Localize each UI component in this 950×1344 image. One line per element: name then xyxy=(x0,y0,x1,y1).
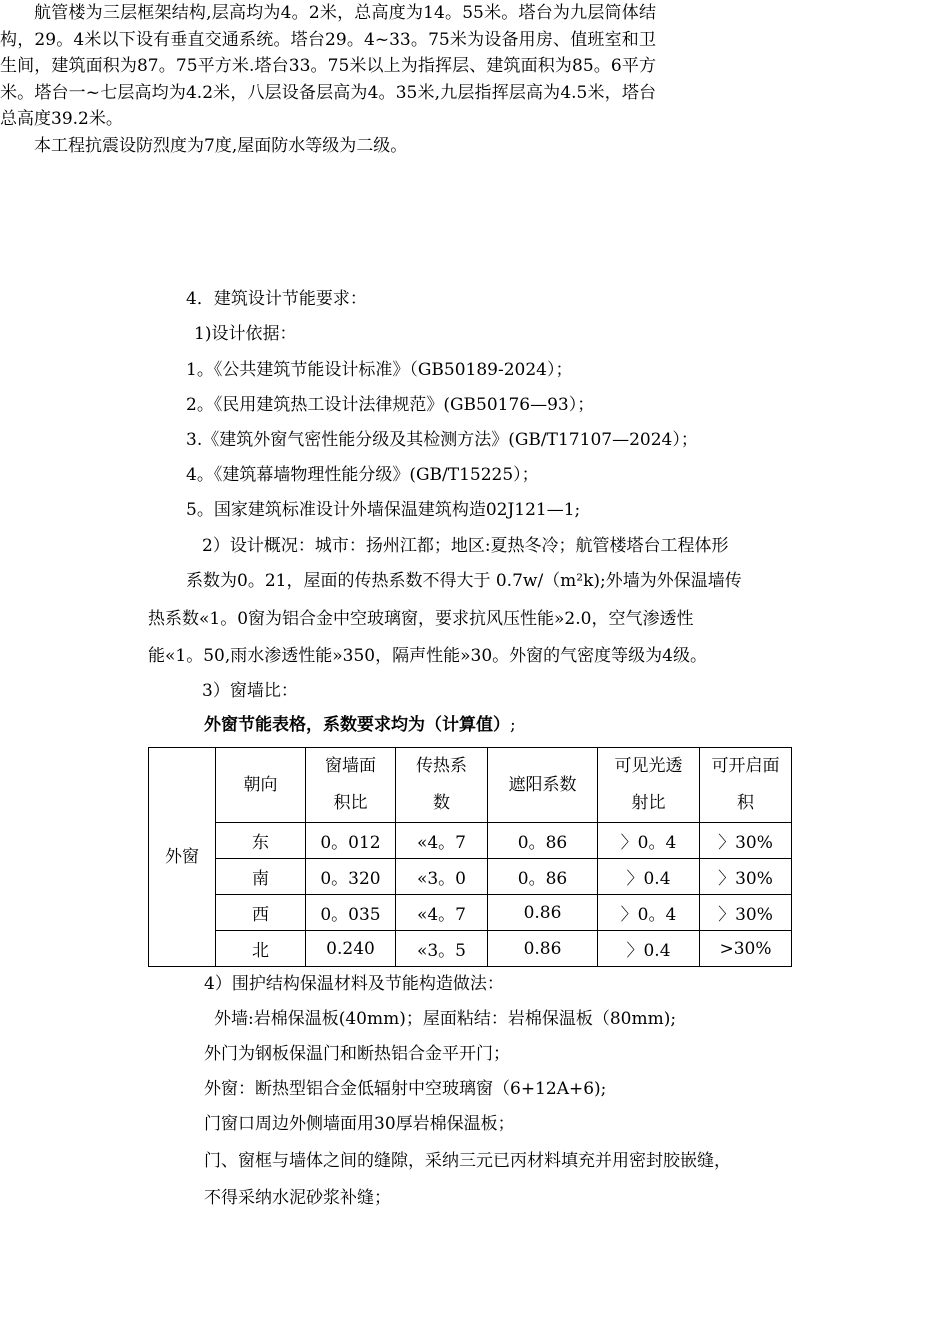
standard-item-1: 1。《公共建筑节能设计标准》（GB50189-2024）； xyxy=(186,360,573,380)
table-cell: 0。320 xyxy=(306,859,396,895)
standard-item-3: 3.《建筑外窗气密性能分级及其检测方法》(GB/T17107—2024）； xyxy=(186,430,698,450)
header-visible-transmittance: 可见光透 射比 xyxy=(598,748,700,823)
ratio-title: 3）窗墙比： xyxy=(202,681,298,701)
table-caption-tail: ; xyxy=(510,715,516,735)
table-caption xyxy=(204,715,516,735)
standard-item-5: 5。国家建筑标准设计外墙保温建筑构造02J121—1; xyxy=(186,500,581,520)
table-cell: «3。5 xyxy=(396,931,488,967)
insulation-line-5: 门、窗框与墙体之间的缝隙，采纳三元已丙材料填充并用密封胶嵌缝， xyxy=(204,1151,731,1171)
table-row xyxy=(149,895,792,931)
header-window-wall-ratio: 窗墙面 积比 xyxy=(306,748,396,823)
standard-item-2: 2。《民用建筑热工设计法律规范》(GB50176—93）； xyxy=(186,395,595,415)
insulation-line-4: 门窗口周边外侧墙面用30厚岩棉保温板； xyxy=(204,1114,515,1134)
table-cell: «4。7 xyxy=(396,895,488,931)
table-cell: 0。035 xyxy=(306,895,396,931)
intro-paragraph-seismic: 本工程抗震设防烈度为7度,屋面防水等级为二级。 xyxy=(34,135,408,156)
insulation-line-1: 外墙:岩棉保温板(40mm)；屋面粘结：岩棉保温板（80mm); xyxy=(214,1009,677,1029)
table-cell: 〉30% xyxy=(700,823,792,859)
intro-paragraph-structure: 航管楼为三层框架结构,层高均为4。2米，总高度为14。55米。塔台为九层筒体结构，29。4米以下设有垂直交通系统。塔台29。4~33。75米为设备用房、值班室和卫生间，建筑面积为87。75平方米.塔台33。75米以上为指挥层、建筑面积为85。6平方米。塔台一~七层高均为4.2米，八层设备层高为4。35米,九层指挥层高为4.5米，塔台总高度39.2米。 xyxy=(0,3,656,129)
table-cell: «4。7 xyxy=(396,823,488,859)
header-openable-area: 可开启面 积 xyxy=(700,748,792,823)
table-cell: 〉0。4 xyxy=(598,823,700,859)
insulation-line-6: 不得采纳水泥砂浆补缝； xyxy=(204,1188,391,1208)
table-caption-text: 外窗节能表格，系数要求均为（计算值） xyxy=(204,715,510,735)
header-orientation: 朝向 xyxy=(216,748,306,823)
table-cell: >30% xyxy=(700,931,792,967)
table-cell: 北 xyxy=(216,931,306,967)
insulation-line-2: 外门为钢板保温门和断热铝合金平开门； xyxy=(204,1044,510,1064)
overview-line-2: 系数为0。21，屋面的传热系数不得大于 0.7w/（m²k);外墙为外保温墙传 xyxy=(186,571,742,591)
table-cell: 〉0.4 xyxy=(598,931,700,967)
basis-title: 1)设计依据： xyxy=(194,324,297,344)
window-energy-table xyxy=(148,747,792,967)
table-cell: 南 xyxy=(216,859,306,895)
header-heat-transfer: 传热系 数 xyxy=(396,748,488,823)
table-cell: 〉0。4 xyxy=(598,895,700,931)
table-cell: 0.240 xyxy=(306,931,396,967)
table-cell: 〉30% xyxy=(700,895,792,931)
table-cell: «3。0 xyxy=(396,859,488,895)
table-cell: 〉0.4 xyxy=(598,859,700,895)
overview-line-3: 热系数«1。0窗为铝合金中空玻璃窗，要求抗风压性能»2.0，空气渗透性 xyxy=(148,609,694,629)
table-cell: 0.86 xyxy=(488,931,598,967)
table-row xyxy=(149,859,792,895)
intro-block xyxy=(0,0,656,159)
table-cell: 东 xyxy=(216,823,306,859)
table-cell: 0.86 xyxy=(488,895,598,931)
table-header-row xyxy=(149,748,792,823)
group-label-cell: 外窗 xyxy=(149,748,216,967)
section-title-energy: 4．建筑设计节能要求： xyxy=(186,289,367,309)
table-cell: 0。86 xyxy=(488,823,598,859)
table-cell: 〉30% xyxy=(700,859,792,895)
header-shading-coefficient: 遮阳系数 xyxy=(488,748,598,823)
table-cell: 0。012 xyxy=(306,823,396,859)
table-cell: 西 xyxy=(216,895,306,931)
overview-line-1: 2）设计概况：城市：扬州江都；地区:夏热冬冷；航管楼塔台工程体形 xyxy=(202,536,729,556)
standard-item-4: 4。《建筑幕墙物理性能分级》(GB/T15225）； xyxy=(186,465,539,485)
insulation-title: 4）围护结构保温材料及节能构造做法： xyxy=(204,974,504,994)
insulation-line-3: 外窗：断热型铝合金低辐射中空玻璃窗（6+12A+6); xyxy=(204,1079,607,1099)
table-row xyxy=(149,823,792,859)
overview-line-4: 能«1。50,雨水渗透性能»350，隔声性能»30。外窗的气密度等级为4级。 xyxy=(148,646,707,666)
table-cell: 0。86 xyxy=(488,859,598,895)
table-row xyxy=(149,931,792,967)
